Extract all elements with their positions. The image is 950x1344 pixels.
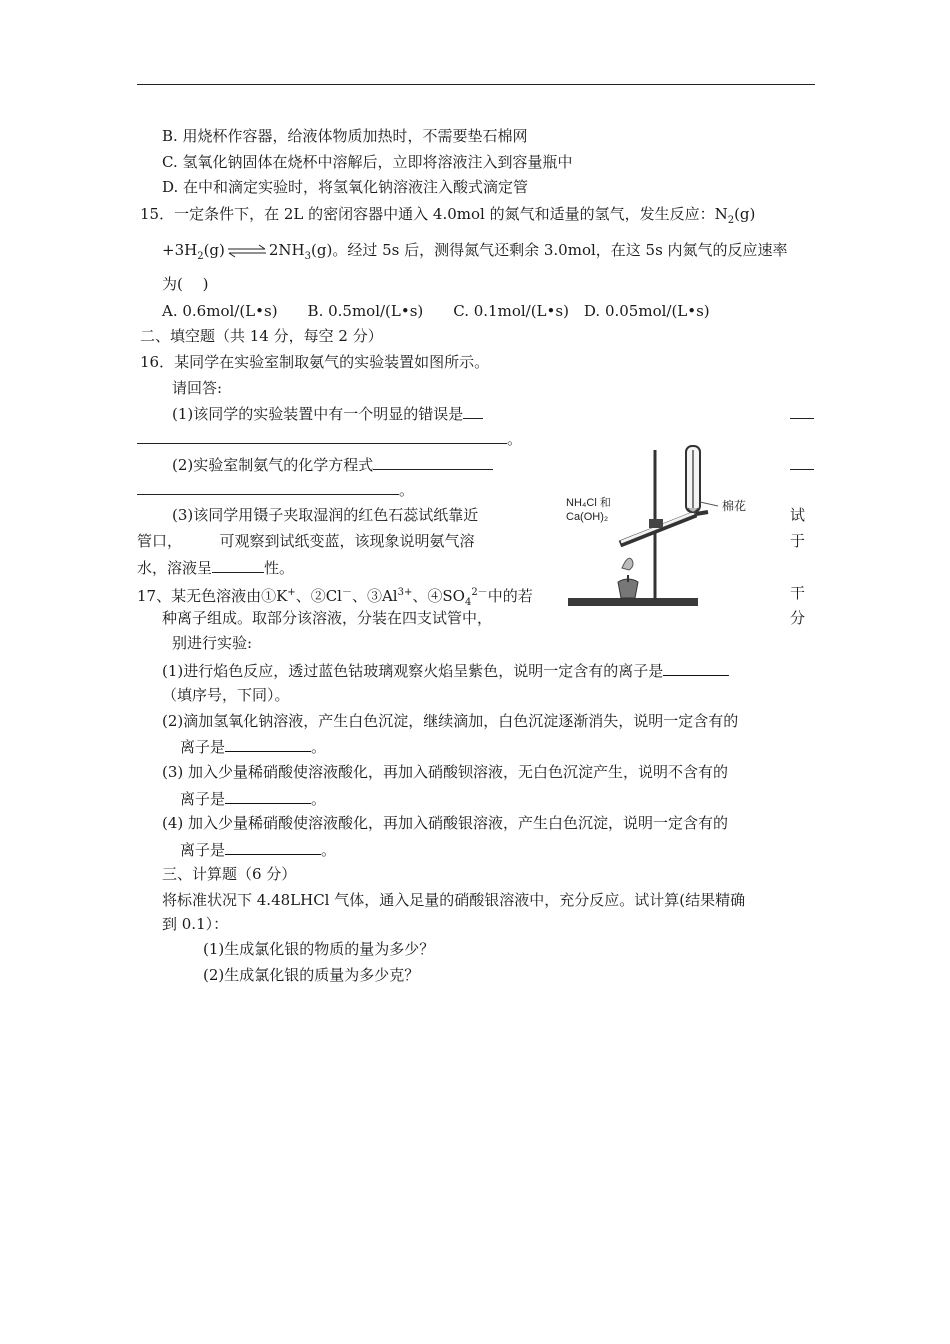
question-17-part4-cont: 离子是 。: [180, 838, 336, 861]
question-17-line2-right: 分: [790, 609, 806, 627]
answer-blank[interactable]: [463, 402, 483, 419]
question-16-part3-line2-right: 于: [790, 532, 806, 550]
calc-part2: (2)生成氯化银的质量为多少克？: [203, 966, 420, 984]
reagent-label: NH₄Cl 和: [566, 497, 611, 509]
question-16-part3-right: 试: [790, 506, 806, 524]
header-rule: [137, 84, 815, 85]
question-15-options: A. 0.6mol/(L•s) B. 0.5mol/(L•s) C. 0.1mol/(L•s) D. 0.05mol/(L•s): [162, 302, 710, 320]
question-17-part4: (4) 加入少量稀硝酸使溶液酸化，再加入硝酸银溶液，产生白色沉淀，说明一定含有的: [162, 814, 729, 832]
answer-blank[interactable]: [373, 453, 493, 470]
calc-question-cont: 到 0.1）：: [162, 915, 229, 933]
ammonia-apparatus-figure: [560, 440, 780, 625]
reversible-arrow-icon: [227, 244, 267, 258]
question-16-part3-line3: 水，溶液呈 性。: [137, 556, 294, 579]
question-16-stem: 16．某同学在实验室制取氨气的实验装置如图所示。: [140, 353, 490, 371]
question-16-part1-cont: 。: [137, 427, 522, 450]
answer-blank[interactable]: [212, 556, 264, 573]
question-16-prompt: 请回答:: [172, 379, 223, 397]
answer-blank[interactable]: [663, 659, 729, 676]
option-c: C. 氢氧化钠固体在烧杯中溶解后，立即将溶液注入到容量瓶中: [162, 153, 573, 171]
calc-question: 将标准状况下 4.48LHCl 气体，通入足量的硝酸银溶液中，充分反应。试计算(结果精确: [162, 891, 746, 909]
apparatus-diagram: [560, 440, 780, 625]
question-17-part3: (3) 加入少量稀硝酸使溶液酸化，再加入硝酸钡溶液，无白色沉淀产生，说明不含有的: [162, 763, 729, 781]
question-17-line3: 别进行实验:: [172, 634, 253, 652]
section-2-heading: 二、填空题（共 14 分，每空 2 分）: [140, 327, 383, 345]
answer-blank[interactable]: [225, 838, 321, 855]
cotton-label: 棉花: [722, 499, 747, 513]
option-b: B. 用烧杯作容器，给液体物质加热时，不需要垫石棉网: [162, 127, 528, 145]
reagent-label-2: Ca(OH)₂: [566, 511, 609, 523]
section-3-heading: 三、计算题（6 分）: [162, 865, 297, 883]
question-16-part2: (2)实验室制氨气的化学方程式: [172, 453, 493, 476]
question-17-stem: 17、某无色溶液由①K+、②Cl－、$③Al^{3+}$、$④SO_4^{2-}$中的若: [137, 587, 533, 608]
answer-blank[interactable]: [137, 427, 507, 444]
question-17-part1-cont: （填序号，下同）。: [162, 686, 290, 704]
question-17-part3-cont: 离子是 。: [180, 787, 326, 810]
question-15-equation: $+3H_2(g)$ $2NH_3(g)$。经过 5s 后，测得氮气还剩余 3.0mol，在这 5s 内氮气的反应速率: [162, 241, 788, 262]
question-16-part2-cont: 。: [137, 478, 414, 501]
calc-part1: (1)生成氯化银的物质的量为多少？: [203, 940, 435, 958]
clamp: [649, 519, 663, 528]
answer-blank[interactable]: [790, 402, 814, 425]
stand-base: [568, 598, 698, 606]
question-15-stem: 15．一定条件下，在 2L 的密闭容器中通入 4.0mol 的氮气和适量的氢气，发生反应：$N_2(g)$: [140, 205, 756, 226]
question-17-part2: (2)滴加氢氧化钠溶液，产生白色沉淀，继续滴加，白色沉淀逐渐消失，说明一定含有的: [162, 712, 739, 730]
question-15-blank: 为( ): [162, 275, 209, 293]
answer-blank[interactable]: [225, 735, 311, 752]
question-17-part1: (1)进行焰色反应，透过蓝色钴玻璃观察火焰呈紫色，说明一定含有的离子是: [162, 659, 729, 682]
question-16-part3: (3)该同学用镊子夹取湿润的红色石蕊试纸靠近: [172, 506, 479, 524]
question-17-stem-right: 干: [790, 584, 806, 602]
question-17-line2: 种离子组成。取部分该溶液，分装在四支试管中，: [162, 609, 493, 627]
option-d: D. 在中和滴定实验时，将氢氧化钠溶液注入酸式滴定管: [162, 178, 529, 196]
question-16-part3-line2: 管口， 可观察到试纸变蓝，该现象说明氨气溶: [137, 532, 475, 550]
answer-blank[interactable]: [137, 478, 399, 495]
answer-blank[interactable]: [790, 453, 814, 476]
question-17-part2-cont: 离子是 。: [180, 735, 326, 758]
question-16-part1: (1)该同学的实验装置中有一个明显的错误是: [172, 402, 483, 425]
answer-blank[interactable]: [225, 787, 311, 804]
